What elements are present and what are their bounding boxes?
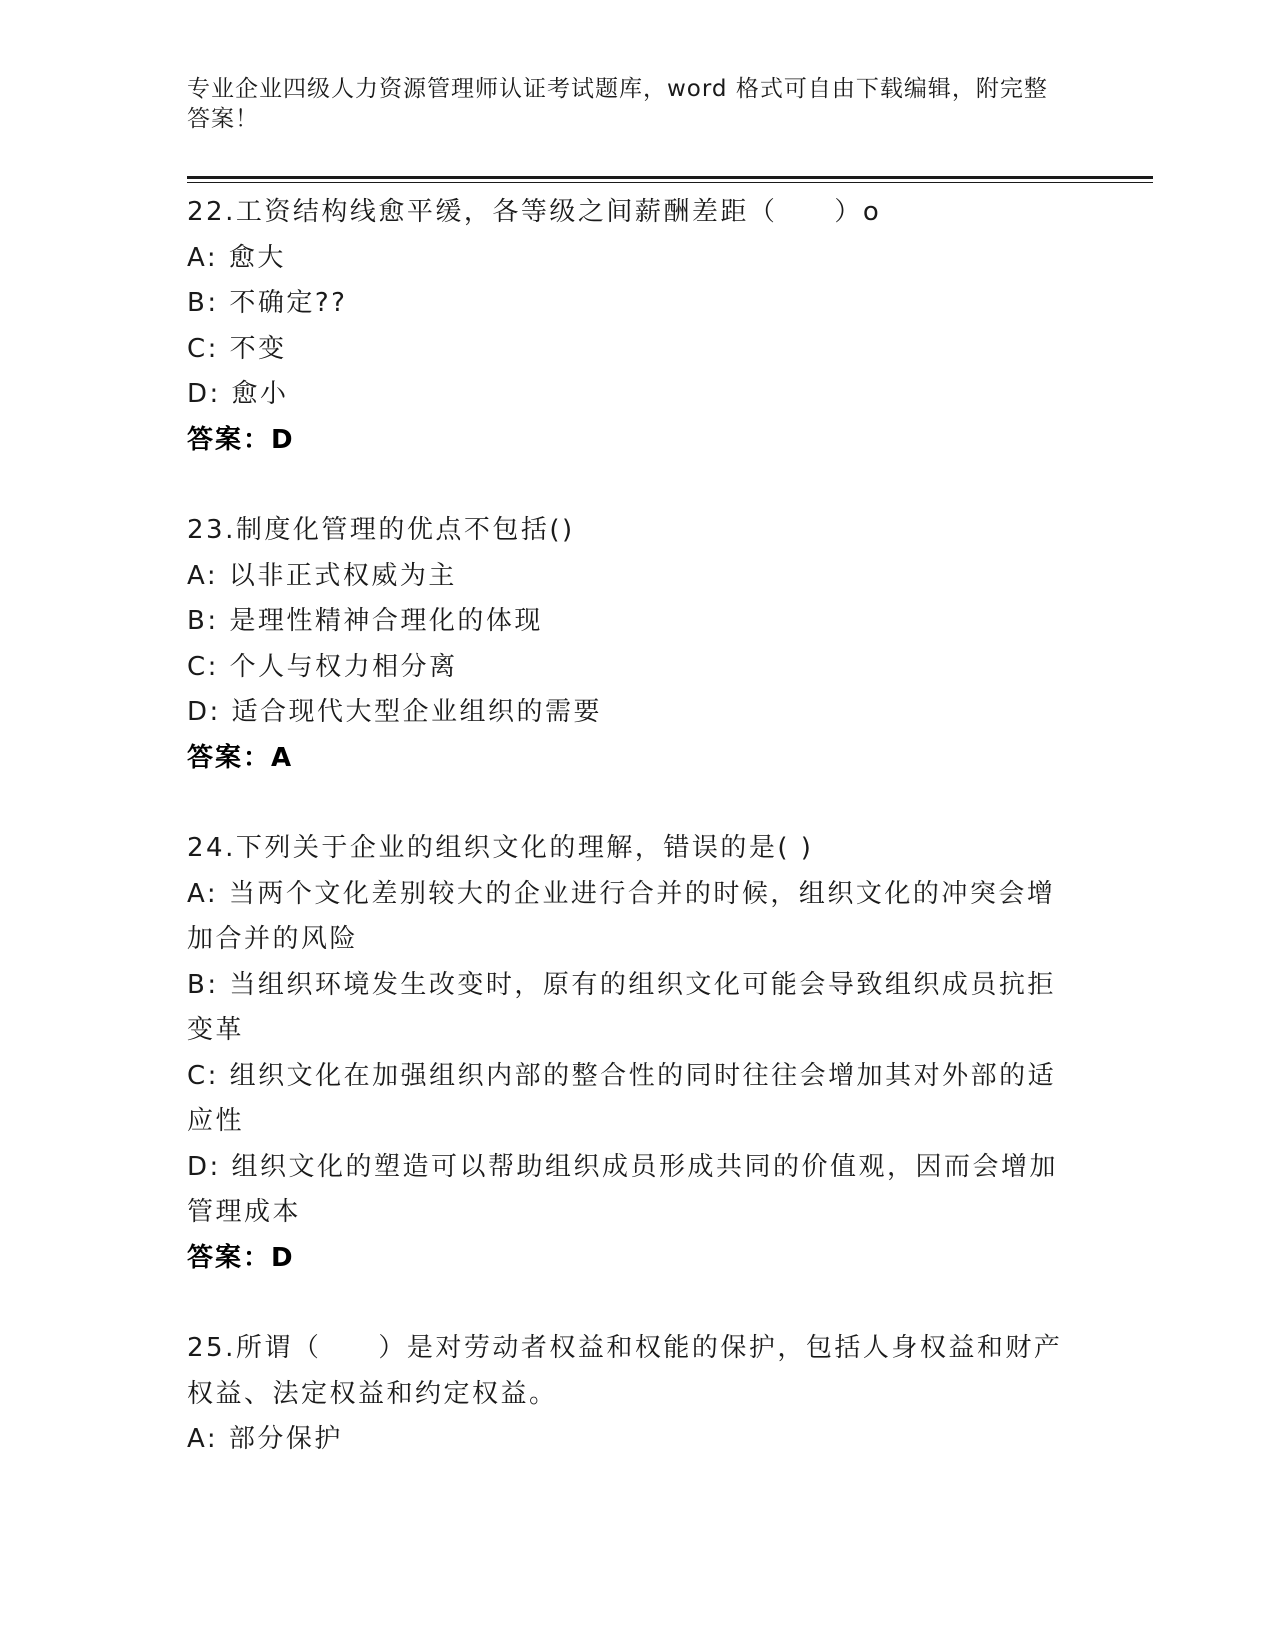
option-a: A: 当两个文化差别较大的企业进行合并的时候，组织文化的冲突会增加合并的风险 [187, 878, 1056, 954]
option-a: A: 以非正式权威为主 [187, 560, 457, 591]
answer-line: 答案：A [187, 742, 294, 773]
option-b: B: 不确定?? [187, 288, 348, 318]
question-stem: 23.制度化管理的优点不包括() [187, 515, 575, 545]
answer-line: 答案：D [187, 1242, 295, 1273]
option-d: D: 愈小 [187, 379, 289, 409]
option-d: D: 适合现代大型企业组织的需要 [187, 697, 603, 727]
option-c: C: 不变 [187, 333, 287, 364]
question-24 [187, 826, 1067, 1281]
question-stem: 25.所谓（ ）是对劳动者权益和权能的保护，包括人身权益和财产权益、法定权益和约定权益。 [187, 1333, 1063, 1409]
question-23 [187, 508, 1067, 781]
option-b: B: 是理性精神合理化的体现 [187, 606, 543, 636]
header-divider-thin [187, 182, 1153, 183]
option-d: D: 组织文化的塑造可以帮助组织成员形成共同的价值观，因而会增加管理成本 [187, 1151, 1059, 1227]
option-a: A: 愈大 [187, 242, 286, 273]
question-22 [187, 190, 1067, 463]
header-divider-thick [187, 176, 1153, 179]
question-25 [187, 1326, 1067, 1463]
option-b: B: 当组织环境发生改变时，原有的组织文化可能会导致组织成员抗拒变革 [187, 969, 1056, 1045]
option-c: C: 组织文化在加强组织内部的整合性的同时往往会增加其对外部的适应性 [187, 1060, 1057, 1136]
question-stem: 22.工资结构线愈平缓，各等级之间薪酬差距（ ）o [187, 197, 882, 227]
question-list [187, 190, 1067, 1508]
header-note: 专业企业四级人力资源管理师认证考试题库，word 格式可自由下载编辑，附完整答案！ [187, 76, 1048, 132]
answer-line: 答案：D [187, 424, 295, 455]
option-c: C: 个人与权力相分离 [187, 651, 458, 682]
option-a: A: 部分保护 [187, 1424, 343, 1454]
question-stem: 24.下列关于企业的组织文化的理解，错误的是( ) [187, 833, 814, 863]
